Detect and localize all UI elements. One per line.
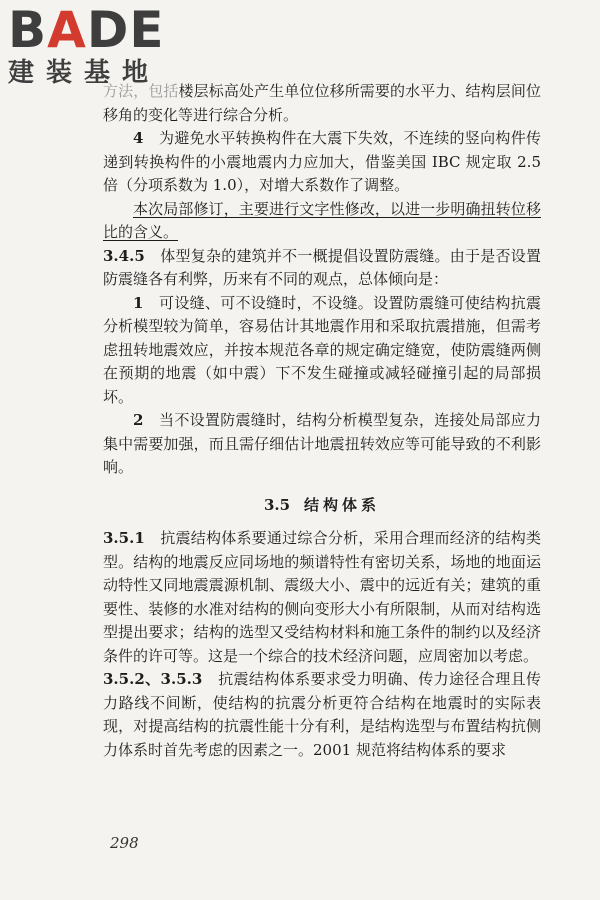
logo-subtitle: 建装基地 [8, 58, 161, 88]
logo-wordmark: BADE [8, 1, 165, 59]
clause-3-5-2-3: 3.5.2、3.5.3 抗震结构体系要求受力明确、传力途径合理且传力路线不间断，使结构的抗震分析更符合结构在地震时的实际表现，对提高结构的抗震性能十分有利，是结构选型与布置结构抗侧力体系时首先考虑的因素之一。2001 规范将结构体系的要求 [103, 670, 541, 759]
paragraph-item-1: 1 可设缝、可不设缝时，不设缝。设置防震缝可使结构抗震分析模型较为简单，容易估计其地震作用和采取抗震措施，但需考虑扭转地震效应，并按本规范各章的规定确定缝宽，使防震缝两侧在预期的地震（如中震）下不发生碰撞或减轻碰撞引起的局部损坏。 [103, 293, 541, 406]
clause-3-4-5: 3.4.5 体型复杂的建筑并不一概提倡设置防震缝。由于是否设置防震缝各有利弊，历来有不同的观点，总体倾向是： [103, 246, 541, 288]
logo [8, 1, 178, 88]
paragraph-item-4: 4 为避免水平转换构件在大震下失效，不连续的竖向构件传递到转换构件的小震地震内力应加大，借鉴美国 IBC 规定取 2.5 倍（分项系数为 1.0），对增大系数作了调整。 [103, 129, 541, 194]
section-heading: 3.5 结构体系 [263, 495, 381, 514]
paragraph-item-2: 2 当不设置防震缝时，结构分析模型复杂，连接处局部应力集中需要加强，而且需仔细估计地震扭转效应等可能导致的不利影响。 [103, 411, 541, 476]
paragraph-revision-note: 本次局部修订，主要进行文字性修改，以进一步明确扭转位移比的含义。 [103, 199, 541, 241]
paragraph-continued: 方法，包括楼层标高处产生单位位移所需要的水平力、结构层间位移角的变化等进行综合分析。 [103, 82, 541, 124]
document-body [103, 80, 541, 762]
clause-3-5-1: 3.5.1 抗震结构体系要通过综合分析，采用合理而经济的结构类型。结构的地震反应同场地的频谱特性有密切关系，场地的地面运动特性又同地震震源机制、震级大小、震中的远近有关；建筑的重要性、装修的水准对结构的侧向变形大小有所限制，从而对结构选型提出要求；结构的选型又受结构材料和施工条件的制约以及经济条件的许可等。这是一个综合的技术经济问题，应周密加以考虑。 [103, 529, 541, 665]
page-number: 298 [110, 834, 139, 852]
